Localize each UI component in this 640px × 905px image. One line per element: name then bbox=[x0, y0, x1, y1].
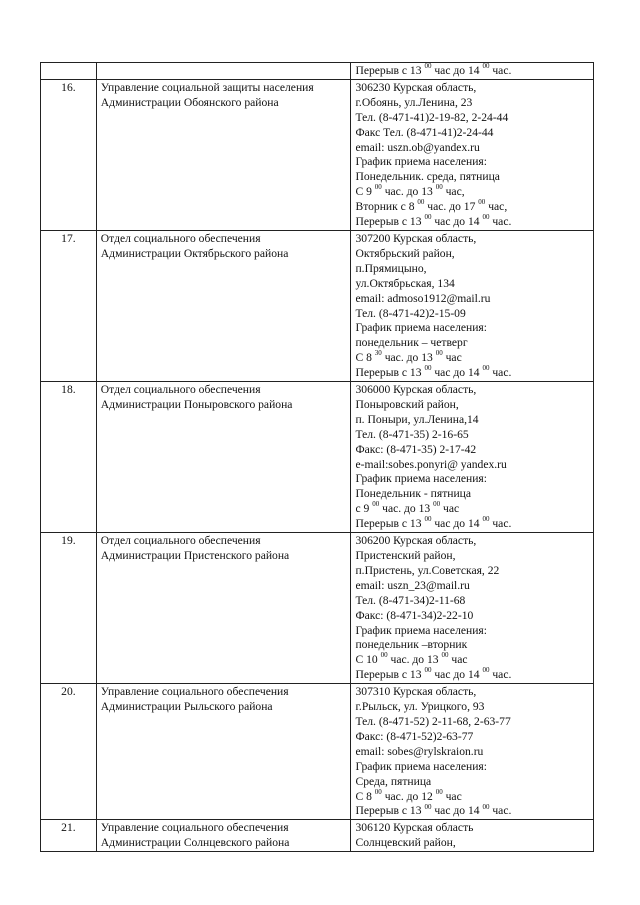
contact-text: email: uszn.ob@yandex.ru bbox=[355, 140, 480, 154]
row-number: 16. bbox=[41, 79, 97, 230]
contact-text: час, bbox=[485, 200, 508, 214]
organization-name-line: Управление социального обеспечения bbox=[100, 821, 289, 835]
contact-info-cell bbox=[351, 684, 594, 820]
row-number: 18. bbox=[41, 382, 97, 533]
contact-text: С 10 bbox=[355, 653, 381, 667]
contact-info-line bbox=[355, 821, 589, 836]
time-minutes-superscript: 00 bbox=[482, 62, 490, 71]
table-body bbox=[41, 63, 594, 852]
contact-info-line bbox=[355, 336, 589, 351]
table-row bbox=[41, 382, 594, 533]
contact-text: Тел. (8-471-35) 2-16-65 bbox=[355, 427, 469, 441]
contact-text: час до 14 bbox=[431, 804, 483, 818]
contact-text: График приема населения: bbox=[355, 623, 487, 637]
contact-info-line bbox=[355, 653, 589, 668]
contact-text: График приема населения: bbox=[355, 759, 487, 773]
contact-info-line bbox=[355, 366, 589, 381]
time-minutes-superscript: 00 bbox=[424, 802, 432, 811]
contact-info-line bbox=[355, 96, 589, 111]
contact-info-line bbox=[355, 141, 589, 156]
contact-text: г.Рыльск, ул. Урицкого, 93 bbox=[355, 700, 485, 714]
contact-info-line bbox=[355, 487, 589, 502]
contact-info-line bbox=[355, 383, 589, 398]
contact-text: Перерыв с 13 bbox=[355, 804, 425, 818]
row-number: 20. bbox=[41, 684, 97, 820]
time-minutes-superscript: 00 bbox=[482, 666, 490, 675]
time-minutes-superscript: 00 bbox=[435, 183, 443, 192]
contact-info-line bbox=[355, 502, 589, 517]
contact-text: час, bbox=[442, 185, 465, 199]
contact-text: График приема населения: bbox=[355, 472, 487, 486]
organization-name-line: Управление социального обеспечения bbox=[100, 685, 289, 699]
social-services-table bbox=[40, 62, 594, 852]
contact-info-line bbox=[355, 443, 589, 458]
contact-text: 307200 Курская область, bbox=[355, 231, 477, 245]
contact-info-line bbox=[355, 292, 589, 307]
contact-info-line bbox=[355, 609, 589, 624]
contact-text: Тел. (8-471-42)2-15-09 bbox=[355, 306, 466, 320]
contact-info-line bbox=[355, 760, 589, 775]
contact-text: час до 14 bbox=[431, 668, 483, 682]
contact-text: с 9 bbox=[355, 502, 373, 516]
contact-info-cell bbox=[351, 382, 594, 533]
time-minutes-superscript: 00 bbox=[417, 198, 425, 207]
contact-info-line bbox=[355, 685, 589, 700]
contact-text: час bbox=[442, 351, 462, 365]
contact-text: email: sobes@rylskraion.ru bbox=[355, 744, 484, 758]
row-number bbox=[41, 63, 97, 80]
organization-name-line: Отдел социального обеспечения bbox=[100, 231, 261, 245]
contact-info-line bbox=[355, 277, 589, 292]
contact-text: График приема населения: bbox=[355, 321, 487, 335]
contact-text: e-mail:sobes.ponyri@ yandex.ru bbox=[355, 457, 507, 471]
contact-info-line bbox=[355, 730, 589, 745]
time-minutes-superscript: 00 bbox=[433, 500, 441, 509]
contact-info-line bbox=[355, 155, 589, 170]
contact-text: час bbox=[440, 502, 460, 516]
contact-text: Среда, пятница bbox=[355, 774, 432, 788]
contact-info-line bbox=[355, 232, 589, 247]
contact-text: час. bbox=[489, 804, 512, 818]
contact-text: час. до 12 bbox=[381, 789, 436, 803]
contact-text: С 8 bbox=[355, 351, 375, 365]
time-minutes-superscript: 00 bbox=[482, 802, 490, 811]
contact-info-line bbox=[355, 185, 589, 200]
contact-info-line bbox=[355, 517, 589, 532]
contact-text: час до 14 bbox=[431, 517, 483, 531]
contact-info-line bbox=[355, 351, 589, 366]
organization-name-line: Администрации Поныровского района bbox=[100, 397, 293, 411]
contact-text: Перерыв с 13 bbox=[355, 215, 425, 229]
contact-info-line bbox=[355, 594, 589, 609]
contact-text: Тел. (8-471-41)2-19-82, 2-24-44 bbox=[355, 110, 509, 124]
contact-info-line bbox=[355, 787, 589, 805]
contact-text: Поныровский район, bbox=[355, 397, 459, 411]
contact-text: час. bbox=[489, 215, 512, 229]
contact-info-line bbox=[355, 126, 589, 141]
contact-text: Перерыв с 13 bbox=[355, 517, 425, 531]
time-minutes-superscript: 30 bbox=[374, 349, 382, 358]
contact-text: Факс: (8-471-35) 2-17-42 bbox=[355, 442, 477, 456]
contact-text: Перерыв с 13 bbox=[355, 668, 425, 682]
contact-info-cell bbox=[351, 63, 594, 80]
contact-text: час. до 13 bbox=[379, 502, 434, 516]
contact-info-cell bbox=[351, 820, 594, 852]
contact-text: Октябрьский район, bbox=[355, 246, 455, 260]
contact-text: час до 14 bbox=[431, 215, 483, 229]
contact-info-line bbox=[355, 624, 589, 639]
organization-name-line: Администрации Рыльского района bbox=[100, 700, 273, 714]
contact-text: час. bbox=[489, 366, 512, 380]
row-number: 19. bbox=[41, 533, 97, 684]
contact-info-line bbox=[355, 247, 589, 262]
contact-info-line bbox=[355, 668, 589, 683]
contact-info-line bbox=[355, 534, 589, 549]
contact-text: Перерыв с 13 bbox=[355, 64, 425, 77]
contact-info-line bbox=[355, 564, 589, 579]
contact-text: Факс: (8-471-34)2-22-10 bbox=[355, 608, 474, 622]
contact-info-line bbox=[355, 398, 589, 413]
contact-text: Тел. (8-471-52) 2-11-68, 2-63-77 bbox=[355, 714, 511, 728]
contact-text: Вторник с 8 bbox=[355, 200, 418, 214]
organization-name-line: Отдел социального обеспечения bbox=[100, 534, 261, 548]
contact-text: г.Обоянь, ул.Ленина, 23 bbox=[355, 95, 473, 109]
contact-text: email: admoso1912@mail.ru bbox=[355, 291, 491, 305]
contact-text: 306000 Курская область, bbox=[355, 383, 477, 397]
organization-name-line: Администрации Обоянского района bbox=[100, 95, 279, 109]
time-minutes-superscript: 00 bbox=[441, 651, 449, 660]
contact-text: С 8 bbox=[355, 789, 375, 803]
contact-info-line bbox=[355, 775, 589, 790]
contact-text: п. Поныри, ул.Ленина,14 bbox=[355, 412, 479, 426]
organization-cell bbox=[96, 79, 351, 230]
contact-text: Понедельник - пятница bbox=[355, 487, 472, 501]
contact-text: Факс Тел. (8-471-41)2-24-44 bbox=[355, 125, 494, 139]
contact-info-line bbox=[355, 804, 589, 819]
organization-name-line: Отдел социального обеспечения bbox=[100, 383, 261, 397]
organization-cell bbox=[96, 382, 351, 533]
contact-info-line bbox=[355, 81, 589, 96]
contact-info-line bbox=[355, 428, 589, 443]
row-number: 21. bbox=[41, 820, 97, 852]
contact-text: понедельник – четверг bbox=[355, 336, 468, 350]
organization-cell bbox=[96, 230, 351, 381]
contact-info-line bbox=[355, 745, 589, 760]
time-minutes-superscript: 00 bbox=[435, 349, 443, 358]
contact-text: С 9 bbox=[355, 185, 375, 199]
time-minutes-superscript: 00 bbox=[424, 515, 432, 524]
time-minutes-superscript: 00 bbox=[424, 213, 432, 222]
contact-info-line bbox=[355, 321, 589, 336]
time-minutes-superscript: 00 bbox=[374, 183, 382, 192]
contact-info-line bbox=[355, 700, 589, 715]
time-minutes-superscript: 00 bbox=[424, 62, 432, 71]
contact-info-cell bbox=[351, 230, 594, 381]
time-minutes-superscript: 00 bbox=[424, 364, 432, 373]
organization-cell bbox=[96, 684, 351, 820]
contact-text: email: uszn_23@mail.ru bbox=[355, 578, 470, 592]
contact-text: ул.Октябрьская, 134 bbox=[355, 276, 455, 290]
organization-cell bbox=[96, 820, 351, 852]
time-minutes-superscript: 00 bbox=[435, 787, 443, 796]
time-minutes-superscript: 00 bbox=[482, 515, 490, 524]
table-row bbox=[41, 533, 594, 684]
contact-info-line bbox=[355, 262, 589, 277]
contact-text: час. до 13 bbox=[381, 185, 436, 199]
contact-info-line bbox=[355, 638, 589, 653]
contact-text: час до 14 bbox=[431, 64, 483, 77]
contact-text: 306200 Курская область, bbox=[355, 534, 477, 548]
organization-cell bbox=[96, 63, 351, 80]
table-row bbox=[41, 63, 594, 80]
contact-info-line bbox=[355, 307, 589, 322]
time-minutes-superscript: 00 bbox=[482, 213, 490, 222]
contact-info-line bbox=[355, 170, 589, 185]
contact-info-line bbox=[355, 64, 589, 79]
contact-text: час bbox=[448, 653, 468, 667]
contact-text: Понедельник. среда, пятница bbox=[355, 170, 500, 184]
time-minutes-superscript: 00 bbox=[374, 787, 382, 796]
contact-info-line bbox=[355, 715, 589, 730]
contact-text: Перерыв с 13 bbox=[355, 366, 425, 380]
contact-info-line bbox=[355, 200, 589, 215]
row-number: 17. bbox=[41, 230, 97, 381]
table-row bbox=[41, 820, 594, 852]
contact-info-line bbox=[355, 458, 589, 473]
contact-text: п.Пристень, ул.Советская, 22 bbox=[355, 563, 500, 577]
time-minutes-superscript: 00 bbox=[424, 666, 432, 675]
contact-info-line bbox=[355, 836, 589, 851]
contact-text: Солнцевский район, bbox=[355, 836, 456, 850]
contact-text: час. до 13 bbox=[387, 653, 442, 667]
contact-text: час до 14 bbox=[431, 366, 483, 380]
contact-text: п.Прямицыно, bbox=[355, 261, 427, 275]
contact-text: понедельник –вторник bbox=[355, 638, 468, 652]
time-minutes-superscript: 00 bbox=[380, 651, 388, 660]
contact-text: 307310 Курская область, bbox=[355, 685, 477, 699]
time-minutes-superscript: 00 bbox=[372, 500, 380, 509]
time-minutes-superscript: 00 bbox=[478, 198, 486, 207]
contact-text: Тел. (8-471-34)2-11-68 bbox=[355, 593, 466, 607]
organization-name-line: Администрации Пристенского района bbox=[100, 549, 290, 562]
contact-text: час. до 17 bbox=[424, 200, 479, 214]
contact-text: час. до 13 bbox=[381, 351, 436, 365]
contact-info-line bbox=[355, 472, 589, 487]
contact-text: час bbox=[442, 789, 462, 803]
table-row bbox=[41, 79, 594, 230]
contact-text: 306120 Курская область bbox=[355, 821, 474, 835]
contact-info-cell bbox=[351, 79, 594, 230]
contact-info-line bbox=[355, 549, 589, 564]
contact-info-cell bbox=[351, 533, 594, 684]
contact-text: час. bbox=[489, 668, 512, 682]
time-minutes-superscript: 00 bbox=[482, 364, 490, 373]
organization-name-line: Администрации Солнцевского района bbox=[100, 836, 290, 850]
contact-text: График приема населения: bbox=[355, 155, 487, 169]
contact-info-line bbox=[355, 413, 589, 428]
contact-info-line bbox=[355, 111, 589, 126]
contact-text: Факс: (8-471-52)2-63-77 bbox=[355, 729, 474, 743]
organization-name-line: Администрации Октябрьского района bbox=[100, 246, 289, 260]
table-row bbox=[41, 684, 594, 820]
contact-text: 306230 Курская область, bbox=[355, 80, 477, 94]
contact-info-line bbox=[355, 215, 589, 230]
organization-name-line: Управление социальной защиты населения bbox=[100, 80, 314, 94]
contact-text: час. bbox=[489, 517, 512, 531]
contact-text: час. bbox=[489, 64, 512, 77]
contact-text: Пристенский район, bbox=[355, 549, 456, 562]
contact-info-line bbox=[355, 579, 589, 594]
table-row bbox=[41, 230, 594, 381]
organization-cell bbox=[96, 533, 351, 684]
